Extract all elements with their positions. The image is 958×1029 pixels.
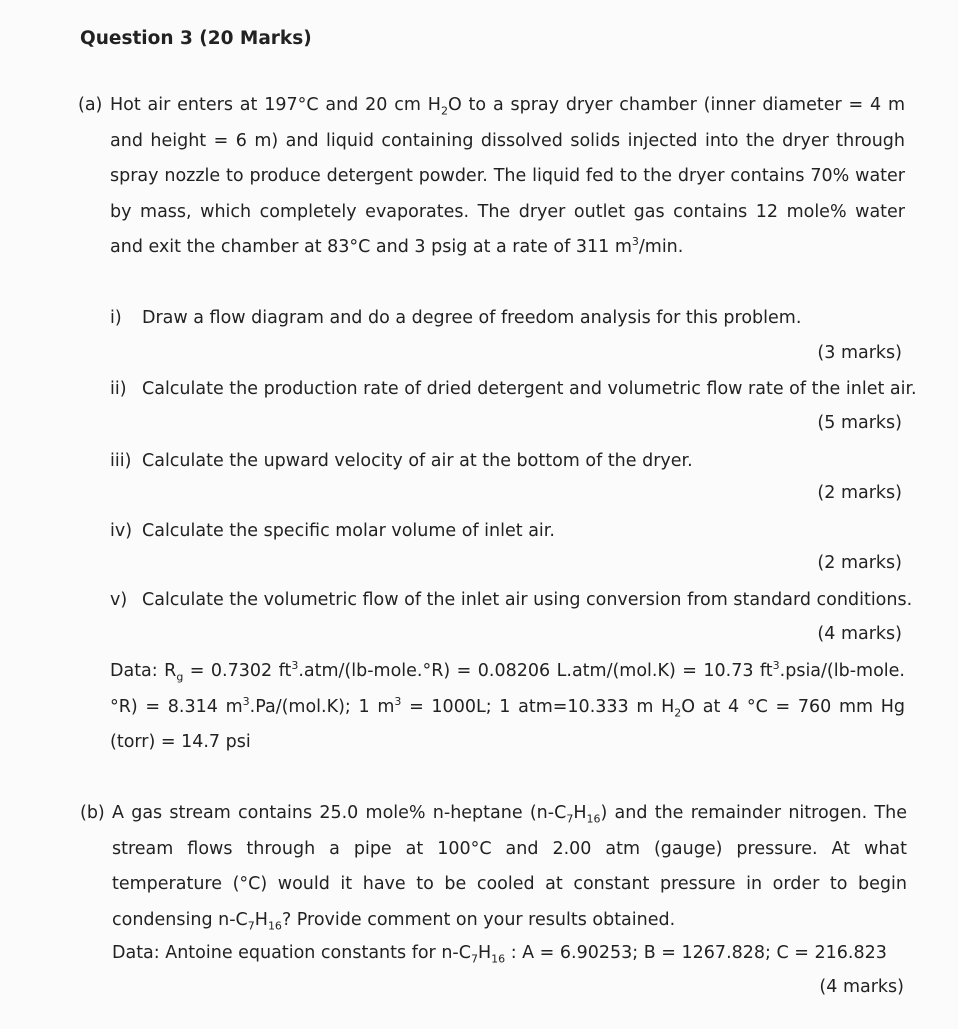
part-b-marks: (4 marks)	[819, 977, 904, 997]
subquestion-3-marks: (2 marks)	[817, 483, 902, 503]
part-b-label: (b)	[80, 803, 105, 823]
subquestion-4-marks: (2 marks)	[817, 553, 902, 573]
subquestion-5	[110, 590, 912, 610]
subquestion-1-text: Draw a flow diagram and do a degree of freedom analysis for this problem.	[142, 308, 802, 328]
part-a-label: (a)	[78, 95, 103, 115]
part-a-text: Hot air enters at 197°C and 20 cm $H_2O$ to a spray dryer chamber (inner diameter = 4 m and height = 6 m) and liquid containing dissolved solids injected into the dryer through spray nozzle to produce detergent powder. The liquid fed to the dryer contains 70% water by mass, which completely evaporates. The dryer outlet gas contains 12 mole% water and exit the chamber at 83°C and 3 psig at a rate of 311 $m^3/\min$.	[110, 95, 905, 257]
subquestion-5-number: v)	[110, 590, 128, 610]
part-a-data: Data: $R_g = 0.7302$ $ft^3.atm/(lb-mole.^\circ R) = 0.08206$ L.atm/(mol.K) = 10.73 $ft^3.psia/(lb-mole.^\circ R) = 8.314$ $m^3.Pa/(mol.K)$; 1 $m^3 = 1000L$; 1 atm=10.333 m $H_2O$ at 4 °C = 760 mm Hg (torr) = 14.7 psi	[110, 659, 906, 752]
subquestion-4-text: Calculate the specific molar volume of inlet air.	[142, 521, 555, 541]
subquestion-1	[110, 308, 801, 328]
subquestion-2-marks: (5 marks)	[817, 413, 902, 433]
subquestion-2-number: ii)	[110, 379, 127, 399]
subquestion-1-marks: (3 marks)	[817, 343, 902, 363]
question-heading: Question 3 (20 Marks)	[80, 28, 312, 49]
subquestion-3	[110, 451, 693, 471]
part-b-data: Data: Antoine equation constants for $n-C_7H_{16}$ : A = 6.90253; B = 1267.828; C = 216.823	[112, 943, 887, 966]
subquestion-4-number: iv)	[110, 521, 133, 541]
part-b-text: A gas stream contains 25.0 mole% n-heptane $(n-C_7H_{16})$ and the remainder nitrogen. The stream flows through a pipe at 100°C and 2.00 atm (gauge) pressure. At what temperature (°C) would it have to be cooled at constant pressure in order to begin condensing $n-C_7H_{16}$? Provide comment on your results obtained.	[112, 803, 907, 932]
subquestion-1-number: i)	[110, 308, 122, 328]
subquestion-3-text: Calculate the upward velocity of air at the bottom of the dryer.	[142, 451, 693, 471]
subquestion-5-marks: (4 marks)	[817, 624, 902, 644]
subquestion-4	[110, 521, 555, 541]
subquestion-5-text: Calculate the volumetric flow of the inlet air using conversion from standard conditions.	[142, 590, 913, 610]
subquestion-2-text: Calculate the production rate of dried detergent and volumetric flow rate of the inlet air.	[142, 379, 917, 399]
subquestion-2	[110, 379, 917, 399]
subquestion-3-number: iii)	[110, 451, 132, 471]
